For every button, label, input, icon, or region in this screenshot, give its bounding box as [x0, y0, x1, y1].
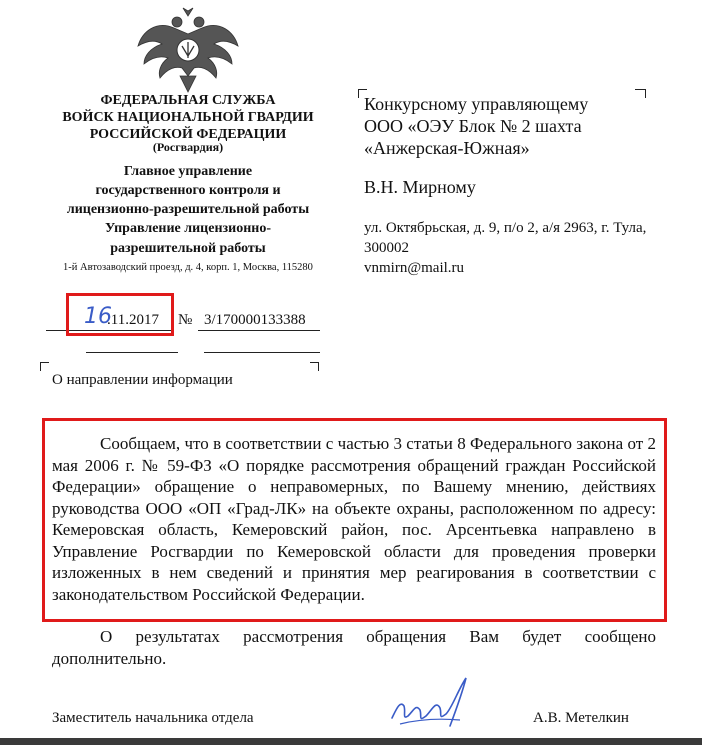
recipient-corner-mark — [635, 89, 646, 98]
subject-corner-mark — [40, 362, 49, 371]
recipient-name: В.Н. Мирному — [364, 177, 476, 197]
department-line: лицензионно-разрешительной работы — [66, 202, 310, 217]
body-paragraph — [52, 433, 656, 605]
recipient-address — [364, 218, 654, 278]
letter-subject: О направлении информации — [52, 372, 233, 388]
reply-date-line — [86, 352, 178, 353]
reply-number-line — [204, 352, 320, 353]
subdepartment-line: Управление лицензионно- — [104, 221, 272, 236]
department-line: государственного контроля и — [95, 183, 281, 198]
double-headed-eagle-emblem-icon — [136, 6, 240, 94]
subject-corner-mark — [310, 362, 319, 371]
recipient-postal-address: ул. Октябрьская, д. 9, п/о 2, а/я 2963, г. Тула, 300002 — [364, 220, 647, 256]
department-line: Главное управление — [123, 164, 253, 179]
handwritten-signature — [386, 670, 476, 732]
recipient-line: Конкурсному управляющему — [364, 94, 589, 114]
agency-line: ФЕДЕРАЛЬНАЯ СЛУЖБА — [100, 93, 276, 108]
agency-short-name: (Росгвардия) — [152, 140, 224, 154]
sender-address: 1-й Автозаводский проезд, д. 4, корп. 1, Москва, 115280 — [63, 262, 313, 273]
letter-number: 3/170000133388 — [204, 312, 306, 328]
recipient-line: ООО «ОЭУ Блок № 2 шахта — [364, 116, 582, 136]
body-paragraph-text: О результатах рассмотрения обращения Вам будет сообщено дополнительно. — [52, 627, 656, 668]
signatory-role: Заместитель начальника отдела — [52, 710, 254, 726]
number-underline — [198, 330, 320, 331]
letter-date: .11.2017 — [107, 312, 159, 328]
bottom-edge-bar — [0, 738, 702, 745]
recipient-line: «Анжерская-Южная» — [364, 138, 530, 158]
agency-name — [38, 92, 338, 143]
department-name — [38, 162, 338, 219]
number-sign: № — [178, 312, 193, 328]
body-paragraph — [52, 626, 656, 669]
subdepartment-line: разрешительной работы — [110, 241, 266, 256]
subdepartment-name — [38, 219, 338, 259]
agency-line: ВОЙСК НАЦИОНАЛЬНОЙ ГВАРДИИ — [62, 110, 314, 125]
agency-line: РОССИЙСКОЙ ФЕДЕРАЦИИ — [89, 127, 287, 142]
signatory-name: А.В. Метелкин — [533, 710, 629, 726]
handwritten-day: 16 — [84, 304, 112, 329]
recipient-email: vnmirn@mail.ru — [364, 260, 465, 276]
body-paragraph-text: Сообщаем, что в соответствии с частью 3 статьи 8 Федерального закона от 2 мая 2006 г. № 59-ФЗ «О порядке рассмотрения обращений граждан Российской Федерации» обращение о неправомерных, по Вашему мнению, действиях руководства ООО «ОП «Град-ЛК» на объекте охраны, расположенном по адресу: Кемеровская область, Кемеровский район, пос. Арсентьевка направлено в Управление Росгвардии по Кемеровской области для проведения проверки изложенных в нем сведений и принятия мер реагирования в соответствии с законодательством Российской Федерации. — [52, 434, 656, 604]
date-highlight-box — [66, 293, 174, 336]
